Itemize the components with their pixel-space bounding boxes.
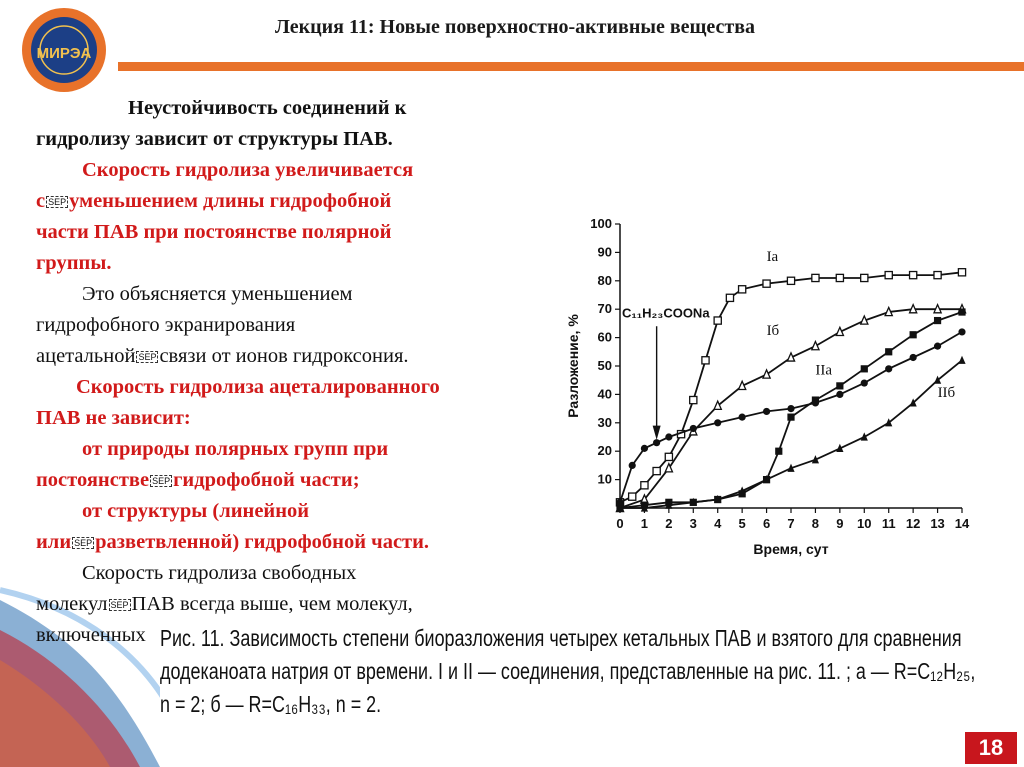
x-tick-label: 13 bbox=[930, 516, 945, 531]
data-point bbox=[641, 482, 648, 489]
x-tick-label: 7 bbox=[787, 516, 795, 531]
data-point bbox=[763, 408, 770, 415]
data-point bbox=[861, 365, 868, 372]
text-line: Скорость гидролиза свободных bbox=[82, 562, 357, 584]
data-point bbox=[910, 331, 917, 338]
data-point bbox=[958, 308, 965, 315]
series-label: IIа bbox=[815, 362, 833, 379]
x-tick-label: 6 bbox=[762, 516, 771, 531]
x-tick-label: 9 bbox=[836, 516, 844, 531]
x-tick-label: 0 bbox=[616, 516, 624, 531]
figure-caption bbox=[160, 622, 976, 762]
data-point bbox=[934, 376, 941, 384]
text-line: гидрофобного экранирования bbox=[36, 314, 296, 336]
data-point bbox=[836, 391, 843, 398]
annotation-label: C₁₁H₂₃COONa bbox=[622, 305, 710, 321]
data-point bbox=[885, 418, 892, 426]
y-tick-label: 80 bbox=[597, 272, 612, 288]
y-tick-label: 30 bbox=[597, 414, 612, 430]
x-tick-label: 14 bbox=[954, 516, 970, 531]
data-point bbox=[653, 467, 660, 474]
sep-glyph: SEP bbox=[110, 600, 129, 611]
data-point bbox=[787, 414, 794, 421]
series-label: Iб bbox=[766, 322, 780, 339]
mirea-logo bbox=[20, 6, 108, 94]
text-line: постоянстве SEP гидрофобной части; bbox=[36, 469, 360, 491]
text-line: ПАВ не зависит: bbox=[36, 407, 191, 429]
data-point bbox=[836, 274, 843, 281]
series-label: Ia bbox=[766, 248, 779, 265]
y-tick-label: 60 bbox=[597, 329, 612, 345]
text-line: включенных bbox=[36, 624, 146, 646]
text-line: молекул SEP ПАВ всегда выше, чем молекул, bbox=[36, 593, 413, 615]
logo-text: МИРЭА bbox=[36, 45, 92, 62]
x-tick-label: 10 bbox=[857, 516, 872, 531]
page-number: 18 bbox=[965, 732, 1017, 764]
text-line: с SEP уменьшением длины гидрофобной bbox=[36, 190, 392, 212]
series-line bbox=[620, 360, 962, 508]
data-point bbox=[885, 365, 892, 372]
data-point bbox=[665, 433, 672, 440]
data-point bbox=[787, 405, 794, 412]
text-line: ацетальной SEP связи от ионов гидроксония. bbox=[36, 345, 409, 367]
text-line: части ПАВ при постоянстве полярной bbox=[36, 221, 392, 243]
sep-glyph: SEP bbox=[74, 538, 93, 549]
lecture-text bbox=[36, 93, 536, 651]
y-tick-label: 100 bbox=[590, 216, 612, 231]
y-tick-label: 70 bbox=[597, 301, 612, 317]
y-tick-label: 40 bbox=[597, 386, 612, 402]
data-point bbox=[958, 328, 965, 335]
data-point bbox=[934, 343, 941, 350]
data-point bbox=[616, 499, 623, 506]
data-point bbox=[861, 274, 868, 281]
text-line: группы. bbox=[36, 252, 112, 274]
y-axis-label: Разложение, % bbox=[565, 314, 581, 418]
data-point bbox=[958, 356, 965, 364]
sep-glyph: SEP bbox=[152, 476, 171, 487]
sep-glyph: SEP bbox=[48, 197, 67, 208]
caption-line: Рис. 11. Зависимость степени биоразложения четырех кетальных ПАВ и взятого для сравнения bbox=[160, 625, 962, 651]
caption-line: додеканоата натрия от времени. I и II — соединения, представленные на рис. 11. ; а — R=C₁₂H₂₅, bbox=[160, 658, 976, 684]
x-tick-label: 5 bbox=[738, 516, 746, 531]
data-point bbox=[775, 448, 782, 455]
data-point bbox=[714, 401, 721, 409]
sep-glyph: SEP bbox=[138, 352, 157, 363]
data-point bbox=[690, 396, 697, 403]
y-tick-label: 90 bbox=[597, 244, 612, 260]
data-point bbox=[885, 272, 892, 279]
data-point bbox=[787, 277, 794, 284]
text-line: Скорость гидролиза увеличивается bbox=[82, 159, 414, 181]
text-line: Неустойчивость соединений к bbox=[128, 97, 407, 119]
data-point bbox=[726, 294, 733, 301]
header-divider bbox=[118, 62, 1024, 71]
x-tick-label: 11 bbox=[881, 516, 896, 531]
text-line: гидролизу зависит от структуры ПАВ. bbox=[36, 128, 393, 150]
data-point bbox=[910, 354, 917, 361]
x-tick-label: 2 bbox=[665, 516, 673, 531]
x-tick-label: 8 bbox=[811, 516, 820, 531]
biodegradation-chart bbox=[562, 212, 982, 572]
data-point bbox=[739, 414, 746, 421]
x-axis-label: Время, сут bbox=[753, 541, 829, 557]
data-point bbox=[714, 419, 721, 426]
data-point bbox=[861, 379, 868, 386]
text-line: Это объясняется уменьшением bbox=[82, 283, 353, 305]
x-tick-label: 3 bbox=[689, 516, 697, 531]
page-title: Лекция 11: Новые поверхностно-активные вещества bbox=[274, 16, 756, 38]
data-point bbox=[714, 317, 721, 324]
data-point bbox=[885, 348, 892, 355]
data-point bbox=[629, 493, 636, 500]
data-point bbox=[934, 272, 941, 279]
text-line: или SEP разветвленной) гидрофобной части. bbox=[36, 531, 430, 553]
data-point bbox=[812, 274, 819, 281]
y-tick-label: 10 bbox=[597, 471, 612, 487]
y-tick-label: 20 bbox=[597, 443, 612, 459]
data-point bbox=[739, 286, 746, 293]
data-point bbox=[910, 272, 917, 279]
text-line: от структуры (линейной bbox=[82, 500, 310, 522]
data-point bbox=[690, 425, 697, 432]
data-point bbox=[763, 280, 770, 287]
data-point bbox=[836, 382, 843, 389]
data-point bbox=[653, 439, 660, 446]
data-point bbox=[812, 399, 819, 406]
data-point bbox=[763, 370, 770, 378]
data-point bbox=[641, 445, 648, 452]
x-tick-label: 1 bbox=[640, 516, 649, 531]
x-tick-label: 12 bbox=[905, 516, 921, 531]
data-point bbox=[702, 357, 709, 364]
text-line: Скорость гидролиза ацеталированного bbox=[76, 376, 440, 398]
data-point bbox=[958, 269, 965, 276]
y-tick-label: 50 bbox=[597, 358, 612, 373]
annotation-arrowhead bbox=[653, 426, 661, 440]
series-label: IIб bbox=[937, 385, 956, 402]
data-point bbox=[665, 453, 672, 460]
x-tick-label: 4 bbox=[714, 516, 722, 531]
data-point bbox=[629, 462, 636, 469]
caption-line: n = 2; б — R=C₁₆H₃₃, n = 2. bbox=[160, 691, 382, 717]
data-point bbox=[934, 317, 941, 324]
text-line: от природы полярных групп при bbox=[82, 438, 389, 460]
